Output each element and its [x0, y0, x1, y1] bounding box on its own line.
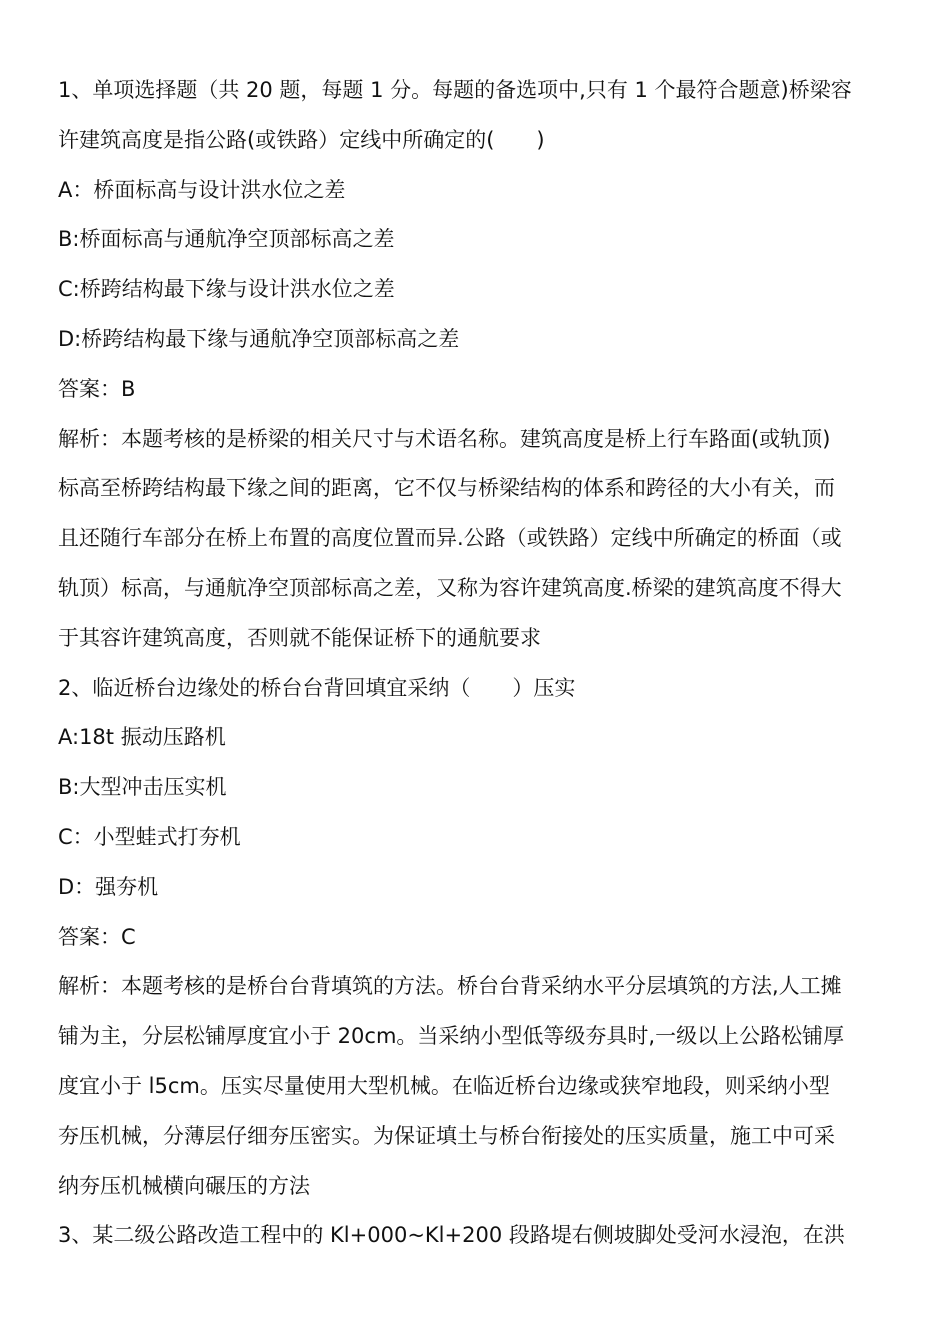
option-d: D：强夯机: [58, 874, 159, 899]
analysis-line: 解析：本题考核的是桥梁的相关尺寸与术语名称。建筑高度是桥上行车路面(或轨顶): [58, 426, 831, 451]
analysis-line: 度宜小于 l5cm。压实尽量使用大型机械。在临近桥台边缘或狭窄地段，则采纳小型: [58, 1073, 830, 1098]
answer: 答案：C: [58, 924, 136, 949]
analysis-line: 纳夯压机械横向碾压的方法: [58, 1173, 310, 1198]
analysis-line: 解析：本题考核的是桥台台背填筑的方法。桥台台背采纳水平分层填筑的方法,人工摊: [58, 974, 842, 999]
analysis-line: 且还随行车部分在桥上布置的高度位置而异.公路（或铁路）定线中所确定的桥面（或: [58, 526, 842, 551]
option-b: B:桥面标高与通航净空顶部标高之差: [58, 227, 395, 252]
question-stem: 1、单项选择题（共 20 题，每题 1 分。每题的备选项中,只有 1 个最符合题意)桥梁容: [58, 78, 852, 102]
option-d: D:桥跨结构最下缘与通航净空顶部标高之差: [58, 326, 460, 351]
option-c: C：小型蛙式打夯机: [58, 824, 241, 849]
analysis-line: 于其容许建筑高度，否则就不能保证桥下的通航要求: [58, 625, 541, 650]
option-c: C:桥跨结构最下缘与设计洪水位之差: [58, 277, 395, 302]
question-3: [58, 1211, 898, 1261]
option-b: B:大型冲击压实机: [58, 775, 227, 800]
analysis-line: 铺为主，分层松铺厚度宜小于 20cm。当采纳小型低等级夯具时,一级以上公路松铺厚: [58, 1024, 845, 1049]
analysis-line: 标高至桥跨结构最下缘之间的距离，它不仅与桥梁结构的体系和跨径的大小有关，而: [58, 476, 835, 501]
question-stem: 2、临近桥台边缘处的桥台台背回填宜采纳（ ）压实: [58, 675, 576, 700]
question-stem: 许建筑高度是指公路(或铁路）定线中所确定的( ): [58, 127, 545, 152]
analysis-line: 轨顶）标高，与通航净空顶部标高之差，又称为容许建筑高度.桥梁的建筑高度不得大: [58, 575, 842, 600]
question-1: [58, 66, 898, 664]
option-a: A:18t 振动压路机: [58, 725, 226, 750]
analysis-line: 夯压机械，分薄层仔细夯压密实。为保证填土与桥台衔接处的压实质量，施工中可采: [58, 1123, 835, 1148]
answer: 答案：B: [58, 376, 136, 401]
question-stem: 3、某二级公路改造工程中的 Kl+000~Kl+200 段路堤右侧坡脚处受河水浸泡，在洪: [58, 1223, 845, 1248]
document-body: [58, 66, 898, 1261]
question-2: [58, 664, 898, 1212]
option-a: A：桥面标高与设计洪水位之差: [58, 177, 346, 202]
